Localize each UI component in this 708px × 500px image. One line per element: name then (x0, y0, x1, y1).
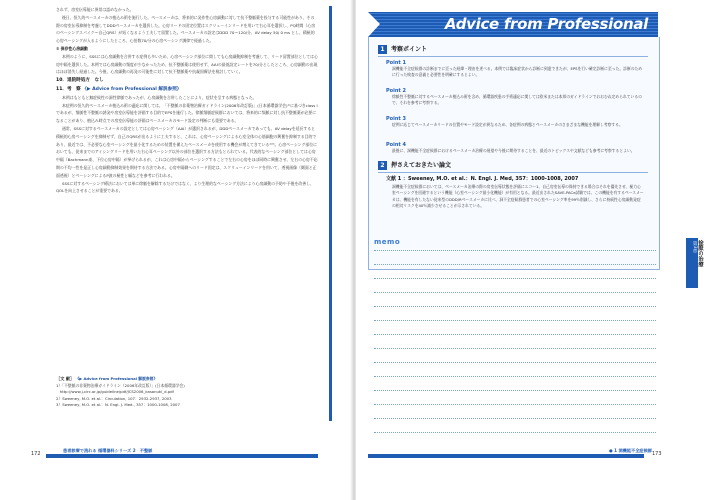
memo-line (374, 418, 656, 419)
references-label: ［文 献］ (56, 376, 75, 381)
left-page-body (56, 6, 318, 195)
point-text: 徐脈性不整脈に対するペースメーカ植込み術を含め、循環器疾患の手術適応に関しては欧米または本邦のガイドラインでおおむね定められているので、それを参考に考察する。 (392, 94, 642, 106)
advice-tag: 《▶ Advice from Professional 解説参照》 (75, 376, 158, 381)
memo-line (374, 362, 656, 363)
reference-item: 3）Sweeney, M.O. et al.：N. Engl. J. Med., 357：1000-1008, 2007 (56, 402, 180, 408)
right-page (356, 0, 708, 500)
advice-tag: 《▶ Advice from Professional 解説参照》 (82, 86, 182, 92)
point-1 (386, 60, 644, 79)
right-footer (356, 447, 708, 467)
footer-bar (46, 454, 318, 458)
point-label: Point 2 (386, 88, 406, 94)
memo-area (368, 238, 658, 438)
banner-title: Advice from Professional (444, 15, 648, 33)
left-page (0, 0, 352, 500)
chapter-topic: 徐脈の治療 (697, 240, 703, 267)
paragraph: 本例のように、SSSには心房細動を合併する症例も多いため、心房ペーシング部位に関しても心房細動抑制を考慮して、リード留置部位としては心房中隔を選択した。本例では心房細動の頻度が少なかったため、抗不整脈薬は使用せず、AAIの最低設定レートを70/分としたところ、心房細動の出現はほぼ消失し経過した。今後、心房細動の再発の可能性に対して抗不整脈薬や抗凝固療法を検討していく。 (56, 53, 318, 75)
references-heading (56, 376, 318, 383)
left-footer (0, 447, 352, 467)
page-number: 172 (31, 451, 41, 457)
section-heading-1 (378, 44, 427, 54)
section-title: 押さえておきたい論文 (391, 162, 452, 169)
memo-line (374, 320, 656, 321)
section-underline (378, 56, 648, 57)
memo-line (374, 250, 656, 251)
paragraph: SSSに対するペーシング療法においては単に徐脈を解除するだけではなく、より生理的なペーシング方法により心房細動の予防や予後を改善し、QOLを向上させることが重要である。 (56, 180, 314, 194)
paragraph: されず、房室伝導能に異常は認めなかった。 (56, 7, 134, 12)
page-number: 173 (652, 451, 662, 457)
point-label: Point 1 (386, 60, 406, 66)
memo-line (374, 292, 656, 293)
paragraph: 本例はもともと無症候性の洞性徐脈であったが、心房細動を合併したことにより、症状を呈する病態となった。 (62, 94, 257, 100)
memo-label: memo (374, 238, 401, 246)
paragraph: 本症例の恒久的ペースメーカ植込み術の適応に関しては、「不整脈の非薬物治療ガイドライン(2006年改訂版)」(日本循環器学会)¹⁾に基づきclass Iであるが、頻脈性不整脈の誘発や房室伝導能を評価する目的でEPSを施行した。徐脈頻脈症候群においては、将来的に頻脈に対し抗不整脈薬が必要になることがあり、植込み時点での房室伝導能の評価はペースメーカのモード設定の判断にも重要である。 (56, 102, 318, 124)
point-4 (386, 142, 644, 154)
reference-item: 1）「不整脈の非薬物治療ガイドライン（2006年改訂版）」(日本循環器学会) (56, 382, 185, 388)
paragraph: 通常、SSSに対するペースメーカの設定としては心房ペーシング（AAI）が選択されるが、DDDペースメーカであっても、AV delayを延長すると積極的心房ペーシングを抑制せず、自己のQRSが出るように工夫すると、これは、心房ペーシングによる心室全体の心筋細胞の興奮を抑制する目的であり、最近では、不必要な心室ペーシングを最小化するための装置を備えたペースメーカを使用する機会が増えてきている²⁾³⁾。心房ペーシング部位においても、従来までのアイシングリードを用いた右心耳ペーシング以外の部位を選択する方法もとられている。代表的なペーシング部位としては心房中隔（Bachmann束、下位心房中隔）が挙げられるが、これは心房中隔からペーシングすることで左右の心房をほぼ同時に興奮させ、左右の心房不応期の不均一性を是正し心房細動抑制効果を期待する方法である。心房中隔側へのリード固定は、スクリューインリードを用いて、透視画像（側面と正面透視）とペーシングによるP波の極性と幅などを参考に行われる。 (56, 125, 318, 178)
memo-line (374, 376, 656, 377)
memo-line (374, 306, 656, 307)
footer-bar (368, 454, 644, 458)
sub-heading: ② 保存性心房細動 (56, 45, 88, 51)
advice-banner (368, 12, 658, 37)
references (56, 376, 318, 409)
chapter-label: 第3章 (692, 241, 697, 254)
section-underline (378, 172, 648, 173)
section-number: 1 (378, 45, 387, 54)
banner-arrow-icon (368, 12, 380, 37)
section-number: 2 (378, 161, 387, 170)
margin-bar (329, 6, 332, 421)
memo-line (374, 390, 656, 391)
reference-item: 2）Sweeney, M.O. et al.：Circulation, 107：2932-2937, 2003 (56, 395, 172, 401)
memo-line (374, 404, 656, 405)
point-text: 症例に応じてペースメーカリードの位置やモード設定が異なるため、各症例の病態とペースメーカのさまざまな機能を理解し考察する。 (392, 122, 623, 127)
section-heading-11 (56, 86, 318, 94)
point-3 (386, 116, 644, 128)
section-running-title: ● 1 洞機能不全症候群 (606, 448, 655, 454)
point-2 (386, 88, 644, 107)
paragraph: 後日、恒久的ペースメーカの植込み術を施行した。ペースメーカは、将来的に発作性心房細動に対して抗不整脈薬を投与する可能性があり、その際の房室伝導抑制を考慮してDDDペースメーカを選択した。心房リードの固定位置はスクリューインリードを用いて右心耳を選択し、PQ時間（心房のペーシングスパイク〜自己QRS）が短くなるよう工夫して留置した。ペースメーカの設定はDDD 70〜120/分、AV delay 50/ 0 ms とし、積極的心房ペーシングが入るようにしたところ、心拍数70/分の心房ペーシング調律で経過した。 (56, 14, 316, 44)
point-text: 最後に、洞機能不全症候群におけるペースメーカ治療の展望や今後に期待することを、最近のトピックスや文献なども参考に考察するとよい。 (392, 148, 635, 153)
point-text: 洞機能不全症候群の診断までに至った経緯・理由を述べる。本例では臨床症状から診断に到達できたが、EPSを行い確定診断に至った。診断のために行った検査の意義と必要性を明確にするとよい。 (392, 66, 643, 78)
memo-line (374, 278, 656, 279)
point-label: Point 4 (386, 142, 406, 148)
section-heading-10: 10．退院時処方 なし (56, 78, 104, 84)
series-title: 患者診療で流れる 循環器科シリーズ 2 不整脈 (60, 448, 155, 454)
section-title: 考察ポイント (391, 46, 428, 53)
memo-line (374, 334, 656, 335)
key-reference-text: 洞機能不全症候群においては、ペースメーカ治療の際の房室伝導状態を評価にエコー1、自己房室伝導の保持できる場合はそれを優先させ、極力心室ペーシングを回避するという機能（心室ペーシング最小化機能）が有用となる。最近出されたSAVE-PACe試験では、この機能を有するペースメーカは、機能を有したない従来型のDDD/Rペースメーカに比べ、洞不全症候群患者での心室ペーシング率を99％削減し、さらに持続性心房細動発症の相対リスクを40％減少させることが示されている。 (392, 184, 644, 209)
memo-line (374, 264, 656, 265)
section-label: 11．考 察 (56, 86, 81, 92)
memo-line (374, 432, 656, 433)
reference-url: http://www.j-circ.or.jp/guideline/pdf/JCS2006_kasanuki_d.pdf (56, 389, 174, 395)
point-label: Point 3 (386, 116, 406, 122)
memo-line (374, 348, 656, 349)
key-reference-title: 文献 1 ：Sweeney, M.O. et al.：N. Engl. J. Med, 357：1000-1008, 2007 (386, 176, 579, 182)
section-heading-2 (378, 160, 451, 170)
